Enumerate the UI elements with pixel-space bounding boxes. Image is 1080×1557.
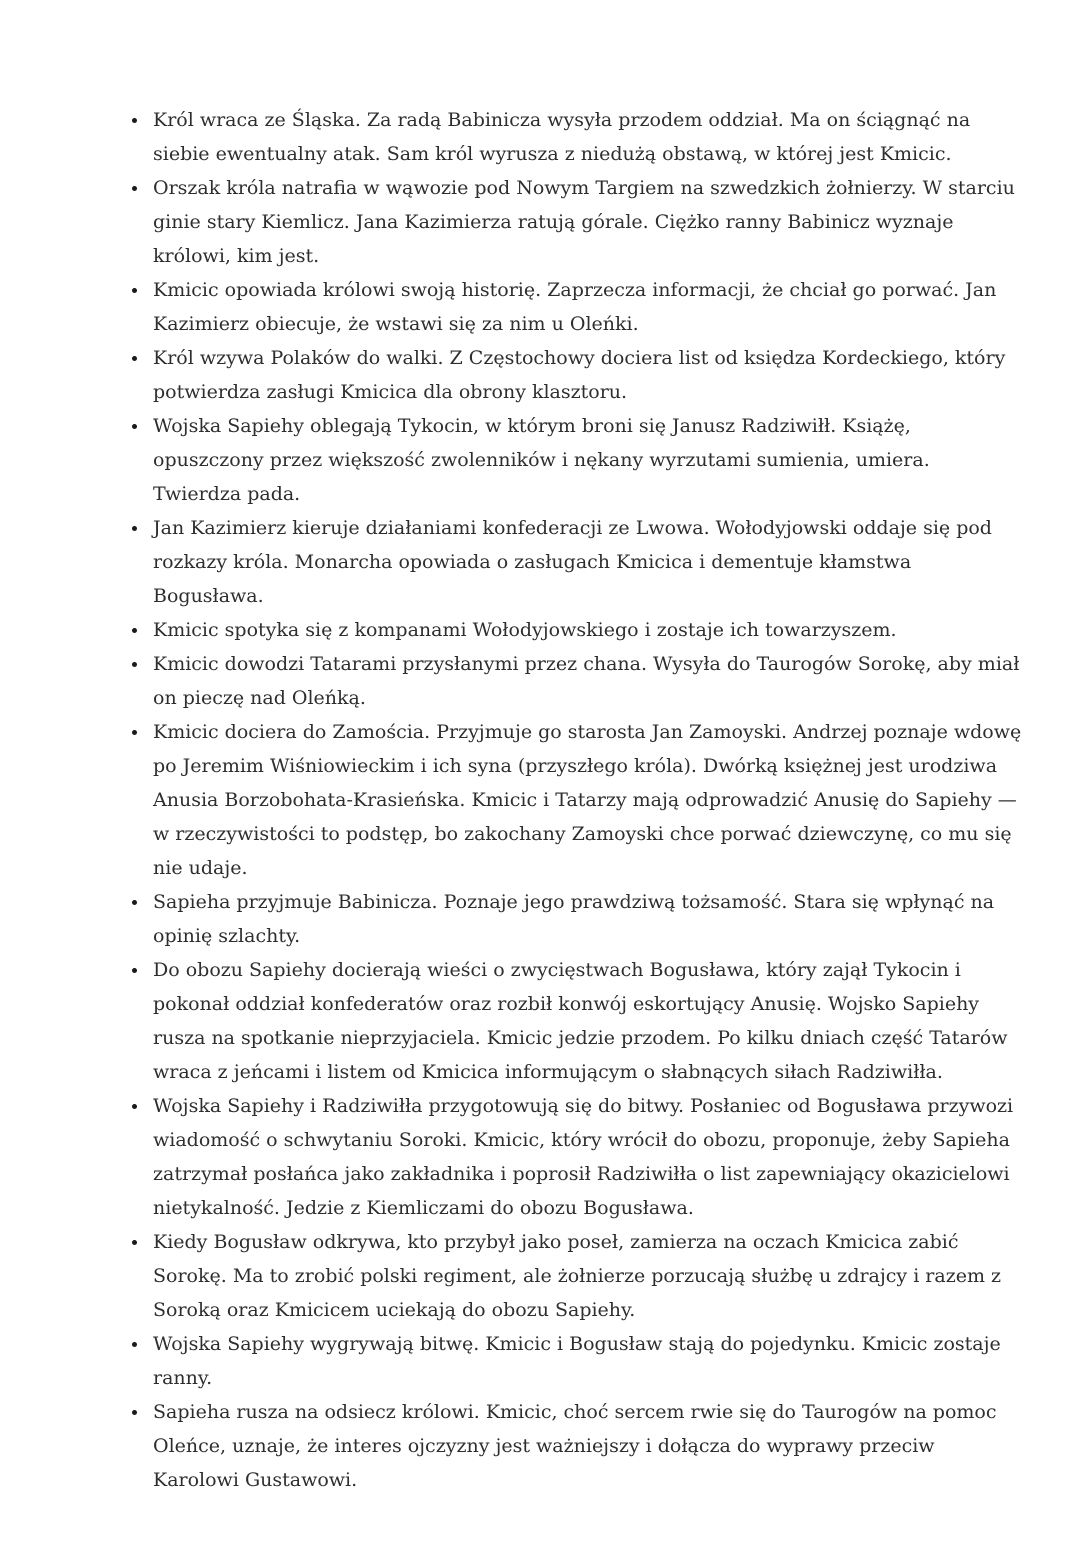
list-item: • Król wzywa Polaków do walki. Z Częstochowy dociera list od księdza Kordeckiego, który potwierdza zasługi Kmicica dla obrony klasztoru. bbox=[149, 341, 1022, 409]
list-item: • Jan Kazimierz kieruje działaniami konfederacji ze Lwowa. Wołodyjowski oddaje się pod rozkazy króla. Monarcha opowiada o zasługach Kmicica i dementuje kłamstwa Bogusława. bbox=[149, 511, 1022, 613]
list-item: • Sapieha przyjmuje Babinicza. Poznaje jego prawdziwą tożsamość. Stara się wpłynąć na opinię szlachty. bbox=[149, 885, 1022, 953]
list-item: • Wojska Sapiehy wygrywają bitwę. Kmicic i Bogusław stają do pojedynku. Kmicic zostaje ranny. bbox=[149, 1327, 1022, 1395]
list-item: • Sapieha rusza na odsiecz królowi. Kmicic, choć sercem rwie się do Taurogów na pomoc Oleńce, uznaje, że interes ojczyzny jest ważniejszy i dołącza do wyprawy przeciw Karolowi Gustawowi. bbox=[149, 1395, 1022, 1497]
list-item: • Kmicic opowiada królowi swoją historię. Zaprzecza informacji, że chciał go porwać. Jan Kazimierz obiecuje, że wstawi się za nim u Oleńki. bbox=[149, 273, 1022, 341]
list-item: • Król wraca ze Śląska. Za radą Babinicza wysyła przodem oddział. Ma on ściągnąć na siebie ewentualny atak. Sam król wyrusza z niedużą obstawą, w której jest Kmicic. bbox=[149, 103, 1022, 171]
list-item: • Do obozu Sapiehy docierają wieści o zwycięstwach Bogusława, który zajął Tykocin i pokonał oddział konfederatów oraz rozbił konwój eskortujący Anusię. Wojsko Sapiehy rusza na spotkanie nieprzyjaciela. Kmicic jedzie przodem. Po kilku dniach część Tatarów wraca z jeńcami i listem od Kmicica informującym o słabnących siłach Radziwiłła. bbox=[149, 953, 1022, 1089]
list-item: • Kmicic dowodzi Tatarami przysłanymi przez chana. Wysyła do Taurogów Sorokę, aby miał on pieczę nad Oleńką. bbox=[149, 647, 1022, 715]
list-item: • Wojska Sapiehy oblegają Tykocin, w którym broni się Janusz Radziwiłł. Książę, opuszczony przez większość zwolenników i nękany wyrzutami sumienia, umiera. Twierdza pada. bbox=[149, 409, 1022, 511]
list-item: • Kmicic dociera do Zamościa. Przyjmuje go starosta Jan Zamoyski. Andrzej poznaje wdowę po Jeremim Wiśniowieckim i ich syna (przyszłego króla). Dwórką księżnej jest urodziwa Anusia Borzobohata-Krasieńska. Kmicic i Tatarzy mają odprowadzić Anusię do Sapiehy — w rzeczywistości to podstęp, bo zakochany Zamoyski chce porwać dziewczynę, co mu się nie udaje. bbox=[149, 715, 1022, 885]
list-item: • Wojska Sapiehy i Radziwiłła przygotowują się do bitwy. Posłaniec od Bogusława przywozi wiadomość o schwytaniu Soroki. Kmicic, który wrócił do obozu, proponuje, żeby Sapieha zatrzymał posłańca jako zakładnika i poprosił Radziwiłła o list zapewniający okazicielowi nietykalność. Jedzie z Kiemliczami do obozu Bogusława. bbox=[149, 1089, 1022, 1225]
bullet-list bbox=[125, 103, 1022, 1497]
list-item: • Orszak króla natrafia w wąwozie pod Nowym Targiem na szwedzkich żołnierzy. W starciu ginie stary Kiemlicz. Jana Kazimierza ratują górale. Ciężko ranny Babinicz wyznaje królowi, kim jest. bbox=[149, 171, 1022, 273]
list-item: • Kiedy Bogusław odkrywa, kto przybył jako poseł, zamierza na oczach Kmicica zabić Sorokę. Ma to zrobić polski regiment, ale żołnierze porzucają służbę u zdrajcy i razem z Soroką oraz Kmicicem uciekają do obozu Sapiehy. bbox=[149, 1225, 1022, 1327]
list-item: • Kmicic spotyka się z kompanami Wołodyjowskiego i zostaje ich towarzyszem. bbox=[149, 613, 1022, 647]
